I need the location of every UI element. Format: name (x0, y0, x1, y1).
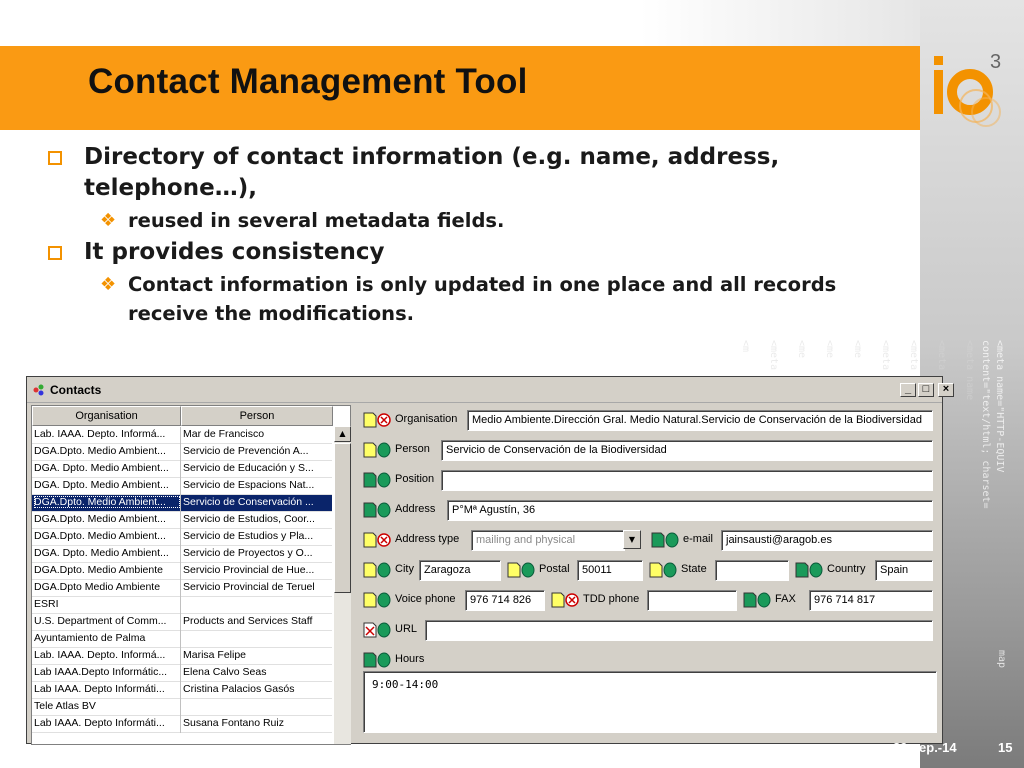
note-icon (743, 592, 757, 608)
table-row[interactable] (32, 495, 332, 512)
table-row[interactable] (32, 512, 332, 529)
organisation-cell: U.S. Department of Comm... (34, 615, 167, 627)
organisation-cell: DGA. Dpto. Medio Ambient... (34, 462, 169, 474)
bullet-text: It provides consistency (84, 239, 385, 265)
window-title: Contacts (50, 383, 102, 397)
organisation-cell: Tele Atlas BV (34, 700, 96, 712)
expand-icon[interactable] (377, 622, 391, 638)
note-icon (363, 592, 377, 608)
background-code-line: <me (852, 340, 863, 359)
column-divider (180, 546, 181, 563)
person-cell: Servicio Provincial de Teruel (183, 581, 315, 593)
column-divider (180, 682, 181, 699)
person-cell: Servicio de Estudios, Coor... (183, 513, 315, 525)
background-code-line: <meta name (964, 340, 975, 401)
person-cell: Servicio de Educación y S... (183, 462, 314, 474)
note-icon (363, 472, 377, 488)
organisation-cell: DGA.Dpto. Medio Ambiente (34, 564, 163, 576)
organisation-cell: DGA.Dpto. Medio Ambient... (34, 530, 166, 542)
table-row[interactable] (32, 478, 332, 495)
note-icon (649, 562, 663, 578)
table-row[interactable] (32, 631, 332, 648)
address-type-label: Address type (395, 533, 460, 545)
column-divider (180, 614, 181, 631)
bullet-text: Directory of contact information (e.g. name, address, telephone…), (84, 144, 780, 201)
postal-label: Postal (539, 563, 570, 575)
person-cell: Elena Calvo Seas (183, 666, 267, 678)
column-divider (180, 529, 181, 546)
bullet-text: reused in several metadata fields. (128, 209, 505, 232)
organisation-cell: Lab IAAA. Depto Informáti... (34, 717, 165, 729)
column-divider (180, 478, 181, 495)
city-row (357, 559, 941, 581)
slide-title: Contact Management Tool (88, 62, 528, 101)
fax-field[interactable]: 976 714 817 (809, 590, 933, 611)
city-field[interactable]: Zaragoza (419, 560, 501, 581)
table-row[interactable] (32, 444, 332, 461)
column-header-organisation[interactable]: Organisation (32, 406, 181, 426)
person-cell: Mar de Francisco (183, 428, 265, 440)
note-icon (507, 562, 521, 578)
person-cell: Servicio de Espacions Nat... (183, 479, 315, 491)
address-field[interactable]: P°Mª Agustín, 36 (447, 500, 933, 521)
expand-icon[interactable] (377, 472, 391, 488)
voice-phone-field[interactable]: 976 714 826 (465, 590, 545, 611)
country-label: Country (827, 563, 866, 575)
diamond-bullet-icon: ❖ (100, 210, 117, 231)
organisation-cell: DGA.Dpto. Medio Ambient... (34, 445, 166, 457)
background-code-line: <meta name="HTTP-EQUIV (994, 340, 1005, 473)
bullet-list (44, 142, 920, 330)
person-cell: Servicio Provincial de Hue... (183, 564, 315, 576)
note-icon (363, 442, 377, 458)
hours-label: Hours (395, 653, 425, 665)
person-field[interactable]: Servicio de Conservación de la Biodiversidad (441, 440, 933, 461)
remove-icon[interactable] (377, 532, 391, 548)
remove-icon[interactable] (377, 412, 391, 428)
table-row[interactable] (32, 580, 332, 597)
person-label: Person (395, 443, 430, 455)
organisation-row (357, 409, 941, 431)
address-label: Address (395, 503, 436, 515)
person-cell: Products and Services Staff (183, 615, 313, 627)
background-code-line: map (996, 650, 1007, 669)
person-cell: Servicio de Proyectos y O... (183, 547, 313, 559)
table-row[interactable] (32, 427, 332, 444)
bullet-item (44, 142, 920, 204)
background-code-line: <m (740, 340, 751, 353)
table-row[interactable] (32, 546, 332, 563)
close-button[interactable]: × (938, 383, 954, 397)
background-fade (640, 0, 920, 48)
column-divider (180, 427, 181, 444)
background-code-line: <meta (908, 340, 919, 371)
expand-icon[interactable] (809, 562, 823, 578)
position-row (357, 469, 941, 491)
svg-text:3: 3 (990, 51, 1002, 73)
background-code-line: <meta (936, 340, 947, 371)
column-divider (180, 444, 181, 461)
url-field[interactable] (425, 620, 933, 641)
note-icon (363, 502, 377, 518)
note-icon (363, 562, 377, 578)
column-divider (180, 716, 181, 733)
organisation-cell: Lab IAAA.Depto Informátic... (34, 666, 168, 678)
city-label: City (395, 563, 414, 575)
square-bullet-icon (48, 151, 62, 165)
person-cell: Servicio de Prevención A... (183, 445, 309, 457)
expand-icon[interactable] (521, 562, 535, 578)
organisation-cell: DGA. Dpto. Medio Ambient... (34, 547, 169, 559)
expand-icon[interactable] (377, 502, 391, 518)
organisation-cell: DGA.Dpto. Medio Ambient... (34, 496, 180, 508)
hours-row (357, 649, 941, 671)
person-row (357, 439, 941, 461)
address-type-select[interactable]: mailing and physical (471, 530, 625, 551)
column-header-person[interactable]: Person (181, 406, 333, 426)
postal-field[interactable]: 50011 (577, 560, 643, 581)
note-icon (363, 532, 377, 548)
note-icon (551, 592, 565, 608)
note-icon (795, 562, 809, 578)
person-cell: Susana Fontano Ruiz (183, 717, 284, 729)
email-label: e-mail (683, 533, 713, 545)
table-row[interactable] (32, 529, 332, 546)
column-divider (180, 495, 181, 512)
organisation-cell: Lab IAAA. Depto Informáti... (34, 683, 165, 695)
page-number: 15 (998, 740, 1013, 755)
square-bullet-icon (48, 246, 62, 260)
window-titlebar[interactable] (27, 377, 950, 403)
column-divider (180, 665, 181, 682)
organisation-field[interactable]: Medio Ambiente.Dirección Gral. Medio Natural.Servicio de Conservación de la Biodiversidad (467, 410, 933, 431)
table-row[interactable] (32, 699, 332, 716)
phone-row (357, 589, 941, 611)
contacts-table (31, 405, 351, 745)
tdd-phone-label: TDD phone (583, 593, 640, 605)
background-code-line: <me (796, 340, 807, 359)
sub-bullet-item (44, 270, 920, 328)
expand-icon[interactable] (377, 442, 391, 458)
contacts-window (26, 376, 950, 744)
email-field[interactable]: jainsausti@aragob.es (721, 530, 933, 551)
url-row (357, 619, 941, 641)
bullet-item (44, 237, 920, 268)
table-row[interactable] (32, 597, 332, 614)
fax-label: FAX (775, 593, 796, 605)
state-field[interactable] (715, 560, 789, 581)
footer-date: 29-sep.-14 (893, 740, 957, 755)
column-divider (180, 563, 181, 580)
expand-icon[interactable] (757, 592, 771, 608)
organisation-cell: DGA.Dpto Medio Ambiente (34, 581, 161, 593)
contact-detail-form (357, 405, 941, 745)
chevron-down-icon[interactable]: ▼ (623, 530, 641, 549)
note-icon (363, 652, 377, 668)
person-cell: Servicio de Estudios y Pla... (183, 530, 314, 542)
bullet-text: Contact information is only updated in one place and all records receive the modifications. (128, 273, 837, 325)
expand-icon[interactable] (377, 652, 391, 668)
background-code-line: <me (824, 340, 835, 359)
table-row[interactable] (32, 648, 332, 665)
scroll-thumb[interactable] (334, 443, 351, 593)
address-row (357, 499, 941, 521)
remove-icon[interactable] (363, 622, 377, 638)
organisation-label: Organisation (395, 413, 458, 425)
organisation-cell: ESRI (34, 598, 59, 610)
table-row[interactable] (32, 716, 332, 733)
expand-icon[interactable] (665, 532, 679, 548)
table-row[interactable] (32, 665, 332, 682)
expand-icon[interactable] (377, 592, 391, 608)
organisation-cell: Ayuntamiento de Palma (34, 632, 146, 644)
scroll-up-icon[interactable]: ▲ (334, 426, 351, 442)
sub-bullet-item (44, 206, 920, 235)
table-row[interactable] (32, 614, 332, 631)
person-cell: Servicio de Conservación ... (183, 496, 314, 508)
address-type-row (357, 529, 941, 551)
app-icon (33, 384, 45, 396)
url-label: URL (395, 623, 418, 635)
position-field[interactable] (441, 470, 933, 491)
organisation-cell: DGA.Dpto. Medio Ambient... (34, 513, 166, 525)
table-row[interactable] (32, 563, 332, 580)
column-divider (180, 580, 181, 597)
column-divider (180, 512, 181, 529)
column-divider (180, 699, 181, 716)
table-row[interactable] (32, 682, 332, 699)
hours-textarea[interactable]: 9:00-14:00 (363, 671, 937, 733)
voice-phone-label: Voice phone (395, 593, 456, 605)
background-code-line: content="text/html; charset= (980, 340, 991, 509)
position-label: Position (395, 473, 435, 485)
column-divider (180, 597, 181, 614)
expand-icon[interactable] (377, 562, 391, 578)
person-cell: Marisa Felipe (183, 649, 247, 661)
column-divider (180, 631, 181, 648)
vertical-scrollbar[interactable] (334, 426, 351, 744)
expand-icon[interactable] (663, 562, 677, 578)
remove-icon[interactable] (565, 592, 579, 608)
organisation-cell: DGA. Dpto. Medio Ambient... (34, 479, 169, 491)
minimize-button[interactable]: _ (900, 383, 916, 397)
note-icon (363, 412, 377, 428)
column-divider (180, 648, 181, 665)
table-row[interactable] (32, 461, 332, 478)
maximize-button[interactable]: □ (918, 383, 934, 397)
note-icon (651, 532, 665, 548)
tdd-phone-field[interactable] (647, 590, 737, 611)
column-divider (180, 461, 181, 478)
organisation-cell: Lab. IAAA. Depto. Informá... (34, 428, 166, 440)
io3-logo (928, 48, 1012, 128)
country-field[interactable]: Spain (875, 560, 933, 581)
background-code-line: <meta (880, 340, 891, 371)
diamond-bullet-icon: ❖ (100, 274, 117, 295)
state-label: State (681, 563, 707, 575)
person-cell: Cristina Palacios Gasós (183, 683, 295, 695)
organisation-cell: Lab. IAAA. Depto. Informá... (34, 649, 166, 661)
background-code-line: <meta (768, 340, 779, 371)
